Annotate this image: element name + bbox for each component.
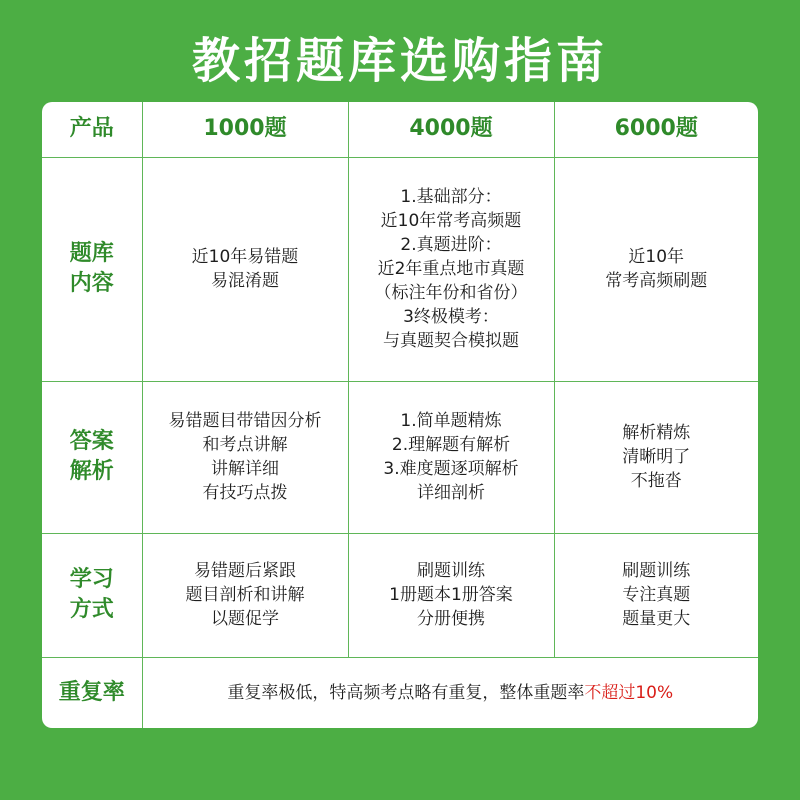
cell-line: 刷题训练: [417, 561, 485, 581]
table-cell: [348, 533, 554, 657]
cell-line: 专注真题: [622, 585, 691, 605]
row-label-line: 内容: [69, 271, 114, 296]
cell-line: 1.基础部分：: [400, 187, 502, 207]
column-header-1000: 1000题: [142, 102, 348, 157]
row-label-line: 解析: [69, 459, 114, 484]
row-label: [42, 157, 142, 381]
cell-line: 解析精炼: [622, 423, 691, 443]
cell-line: 清晰明了: [622, 447, 691, 467]
cell-line: 以题促学: [211, 609, 279, 629]
cell-line: 3.难度题逐项解析: [383, 459, 519, 479]
cell-line: 易错题后紧跟: [194, 561, 296, 581]
cell-line: 和考点讲解: [202, 435, 288, 455]
cell-line: 易混淆题: [211, 271, 279, 291]
row-label-line: 学习: [69, 567, 114, 592]
cell-line: 2.真题进阶：: [400, 235, 502, 255]
table-cell: [554, 533, 758, 657]
cell-line: 详细剖析: [417, 483, 485, 503]
cell-line: 1.简单题精炼: [400, 411, 502, 431]
cell-line: 刷题训练: [622, 561, 691, 581]
cell-line: 题目剖析和讲解: [185, 585, 305, 605]
table-cell: [348, 157, 554, 381]
row-label-line: 方式: [69, 597, 114, 622]
cell-line: 近10年: [628, 247, 685, 267]
cell-line: 近10年易错题: [191, 247, 299, 267]
row-analysis: [42, 381, 758, 533]
cell-line: 近2年重点地市真题: [377, 259, 525, 279]
row-label: [42, 381, 142, 533]
table-cell: [348, 381, 554, 533]
cell-line: 分册便携: [417, 609, 485, 629]
repeat-rate-highlight: 不超过10%: [584, 682, 674, 703]
cell-line: 3终极模考：: [403, 307, 499, 327]
cell-line: 题量更大: [622, 609, 691, 629]
repeat-rate-label: 重复率: [42, 657, 142, 728]
cell-line: 与真题契合模拟题: [383, 331, 519, 351]
cell-line: 近10年常考高频题: [380, 211, 522, 231]
cell-line: 易错题目带错因分析: [168, 411, 322, 431]
table-cell: [142, 533, 348, 657]
row-content: [42, 157, 758, 381]
row-repeat-rate: [42, 657, 758, 728]
column-header-6000: 6000题: [554, 102, 758, 157]
header-row: [42, 102, 758, 157]
table-cell: [554, 381, 758, 533]
comparison-table-card: [42, 102, 758, 728]
row-label-line: 题库: [69, 241, 114, 266]
table-cell: [142, 381, 348, 533]
header-label: 产品: [42, 102, 142, 157]
page-title: 教招题库选购指南: [191, 33, 608, 89]
cell-line: 有技巧点拨: [202, 483, 288, 503]
table-cell: [554, 157, 758, 381]
row-label: [42, 533, 142, 657]
comparison-table: [42, 102, 758, 728]
cell-line: 1册题本1册答案: [389, 585, 513, 605]
cell-line: 不拖沓: [630, 471, 682, 491]
repeat-rate-text: 重复率极低，特高频考点略有重复，整体重题率: [227, 682, 585, 703]
repeat-rate-cell: [142, 657, 758, 728]
row-label-line: 答案: [69, 429, 114, 454]
row-study-method: [42, 533, 758, 657]
cell-line: 常考高频刷题: [605, 271, 708, 291]
cell-line: （标注年份和省份）: [374, 283, 528, 303]
cell-line: 讲解详细: [211, 459, 279, 479]
table-cell: [142, 157, 348, 381]
cell-line: 2.理解题有解析: [391, 435, 511, 455]
column-header-4000: 4000题: [348, 102, 554, 157]
